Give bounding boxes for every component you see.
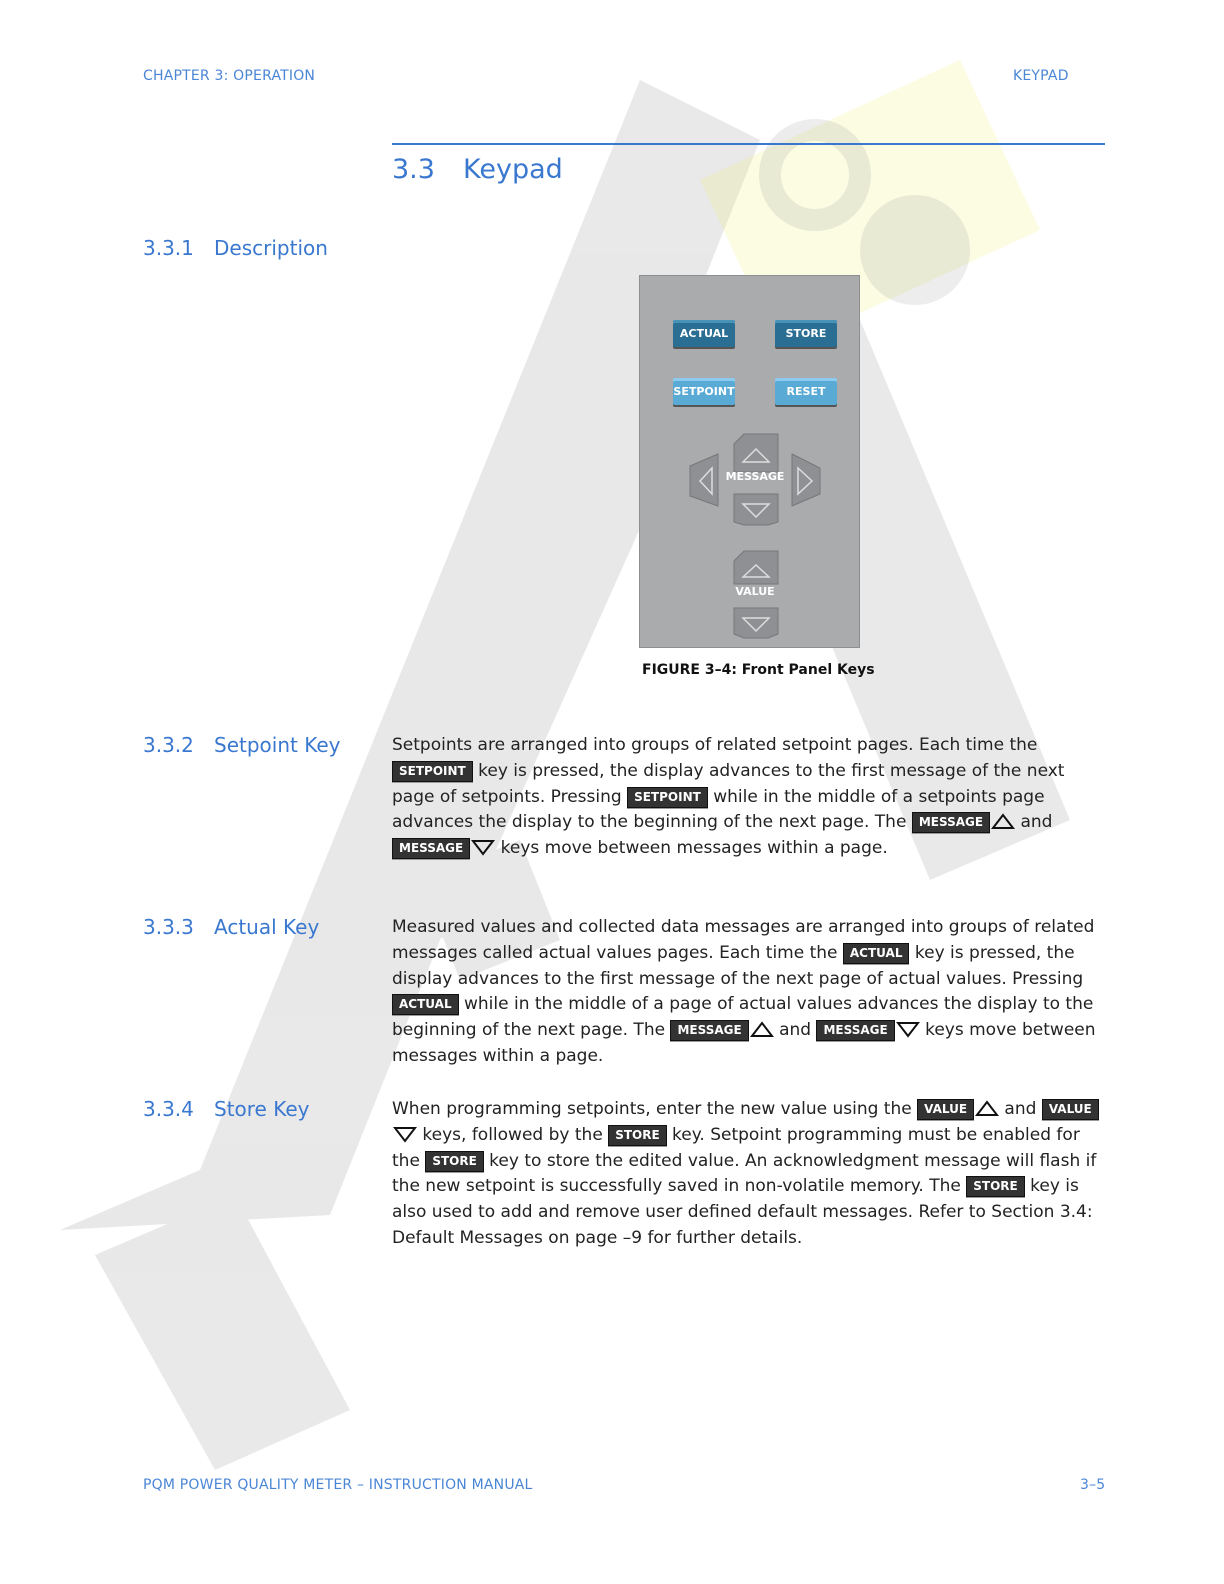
store-key-badge: STORE	[608, 1125, 666, 1146]
store-key: STORE	[775, 320, 837, 347]
store-key-paragraph	[392, 1097, 1107, 1252]
subsection-number: 3.3.1	[143, 236, 194, 260]
paragraph-text: Setpoints are arranged into groups of related setpoint pages. Each time the	[392, 735, 1038, 755]
message-key-badge: MESSAGE	[392, 838, 470, 859]
message-key-badge: MESSAGE	[816, 1020, 894, 1041]
actual-key-badge: ACTUAL	[392, 994, 459, 1015]
value-key-badge: VALUE	[917, 1099, 974, 1120]
paragraph-text: and	[999, 1099, 1042, 1119]
chapter-header: CHAPTER 3: OPERATION	[143, 68, 316, 84]
message-key-label: MESSAGE	[725, 470, 785, 483]
message-key-badge: MESSAGE	[912, 812, 990, 833]
page-number: 3–5	[1080, 1477, 1106, 1493]
figure-caption: FIGURE 3–4: Front Panel Keys	[642, 662, 875, 678]
paragraph-text: while in the middle of a setpoints page advances the display to the beginning of the next page. The	[392, 786, 1045, 833]
paragraph-text: key. Setpoint programming must be enabled for the	[392, 1124, 1080, 1171]
paragraph-text: Measured values and collected data messages are arranged into groups of related messages called actual values pages. Each time the	[392, 917, 1095, 963]
paragraph-text: key is also used to add and remove user defined default messages. Refer to Section 3.4: Default Messages on page –9 for further details.	[392, 1176, 1093, 1248]
value-key-badge: VALUE	[1042, 1099, 1099, 1120]
paragraph-text: When programming setpoints, enter the new value using the	[392, 1099, 918, 1119]
subsection-title: Actual Key	[214, 915, 320, 939]
setpoint-key: SETPOINT	[673, 378, 735, 405]
paragraph-text: keys move between messages within a page.	[392, 1020, 1096, 1066]
value-key-label: VALUE	[735, 585, 775, 598]
paragraph-text: key to store the edited value. An acknowledgment message will flash if the new setpoint is successfully saved in non-volatile memory. The	[392, 1150, 1097, 1197]
paragraph-text: key is pressed, the display advances to the first message of the next page of actual values. Pressing	[392, 942, 1084, 989]
down-arrow-icon	[471, 838, 495, 856]
reset-key: RESET	[775, 378, 837, 405]
setpoint-key-paragraph	[392, 733, 1107, 862]
paragraph-text: key is pressed, the display advances to the first message of the next page of setpoints. Pressing	[392, 760, 1065, 807]
subsection-number: 3.3.4	[143, 1097, 194, 1121]
paragraph-text: keys move between messages within a page.	[495, 838, 888, 859]
up-arrow-icon	[750, 1020, 774, 1038]
paragraph-text: and	[773, 1020, 817, 1041]
section-title: Keypad	[463, 154, 563, 185]
store-key-badge: STORE	[966, 1176, 1024, 1197]
subsection-title: Store Key	[214, 1097, 310, 1121]
down-arrow-icon	[896, 1020, 920, 1038]
paragraph-text: keys, followed by the	[417, 1124, 609, 1145]
paragraph-text: and	[1015, 812, 1053, 833]
paragraph-text: while in the middle of a page of actual values advances the display to the beginning of the next page. The	[392, 994, 1094, 1041]
subsection-number: 3.3.2	[143, 733, 194, 757]
down-arrow-icon	[393, 1125, 417, 1143]
store-key-badge: STORE	[425, 1151, 483, 1172]
setpoint-key-badge: SETPOINT	[392, 761, 473, 782]
heading-rule	[392, 143, 1105, 145]
actual-key: ACTUAL	[673, 320, 735, 347]
actual-key-badge: ACTUAL	[843, 943, 910, 964]
up-arrow-icon	[991, 812, 1015, 830]
front-panel-keys-figure	[639, 275, 860, 648]
section-header: KEYPAD	[1013, 68, 1069, 84]
message-key-badge: MESSAGE	[670, 1020, 748, 1041]
subsection-number: 3.3.3	[143, 915, 194, 939]
section-number: 3.3	[392, 154, 435, 185]
subsection-title: Setpoint Key	[214, 733, 341, 757]
setpoint-key-badge: SETPOINT	[627, 787, 708, 808]
subsection-title: Description	[214, 236, 328, 260]
footer-title: PQM POWER QUALITY METER – INSTRUCTION MANUAL	[143, 1477, 533, 1493]
actual-key-paragraph	[392, 915, 1107, 1070]
up-arrow-icon	[975, 1099, 999, 1117]
